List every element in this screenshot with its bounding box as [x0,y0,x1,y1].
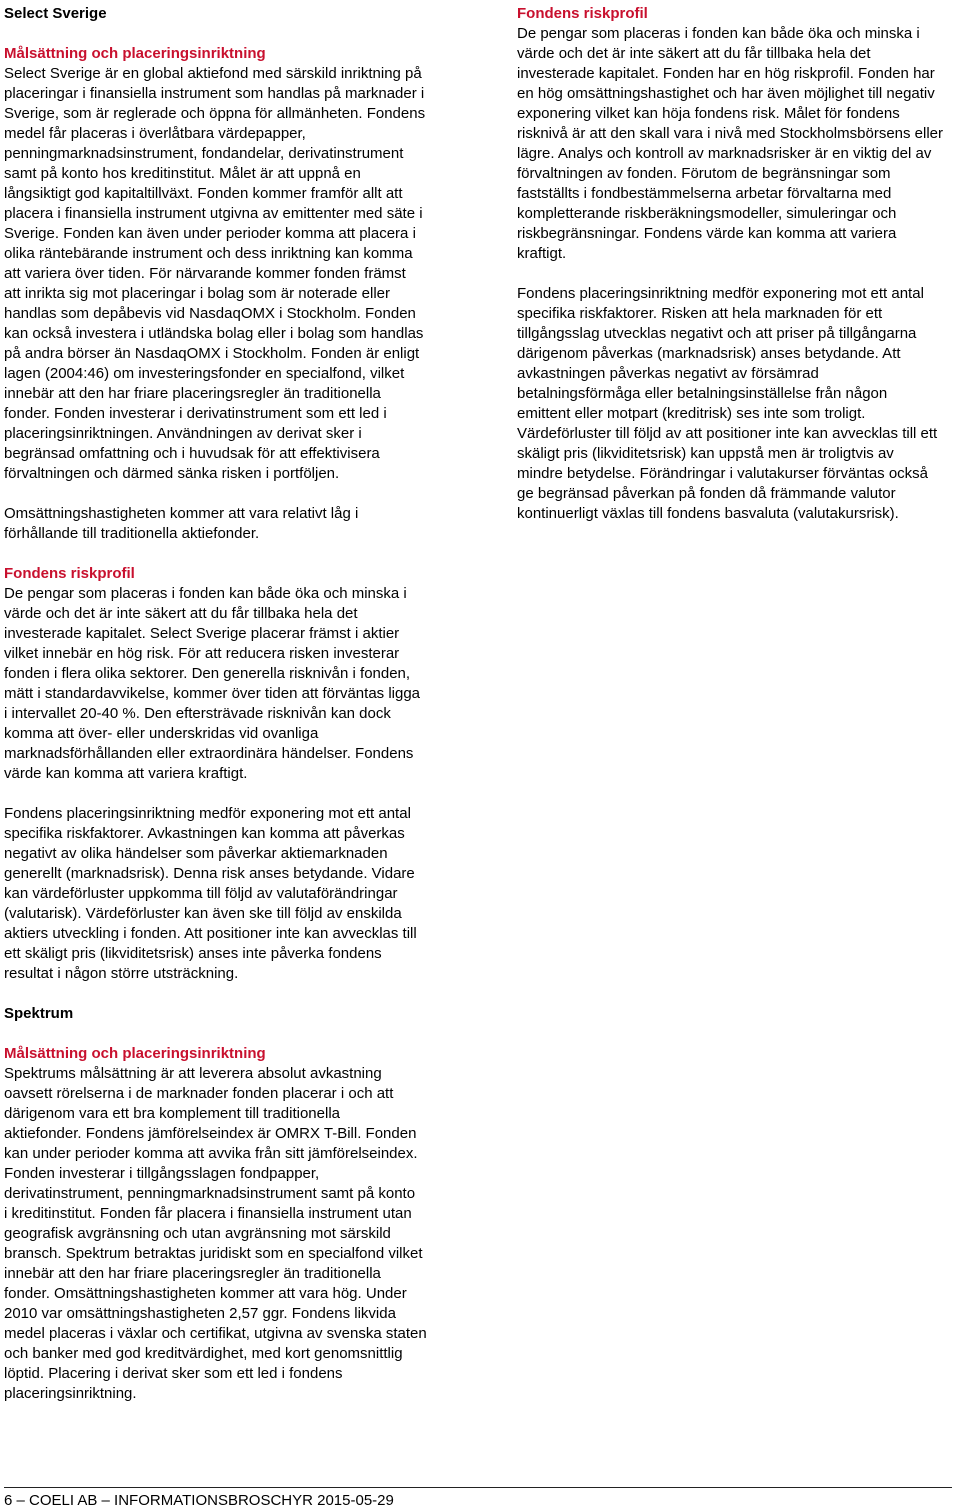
text-line: begränsad omfattning och i huvudsak för att effektivisera [4,445,380,462]
text-line: fonder. Omsättningshastigheten kommer att vara hög. Under [4,1285,407,1302]
paragraph [4,504,504,544]
text-line: värde och det är inte säkert att du får tillbaka hela det [517,45,871,62]
text-line: risknivå är att den skall vara i nivå med Stockholmsbörsens eller [517,125,944,142]
text-line: förhållande till traditionella aktiefonder. [4,525,260,542]
text-line: att variera över tiden. För närvarande kommer fonden främst [4,265,406,282]
text-line: negativt av olika händelser som påverkar aktiemarknaden [4,845,388,862]
section-heading-objective: Målsättning och placeringsinriktning [4,1045,266,1062]
fund-title: Select Sverige [4,5,107,22]
text-line: marknadsförhållanden eller extraordinära händelser. Fondens [4,745,414,762]
text-line: fonder. Fonden investerar i derivatinstrument som ett led i [4,405,387,422]
text-line: betalningsförmåga eller betalningsinställelse från någon [517,385,888,402]
text-line: mätt i standardavvikelse, kommer över tiden att förväntas ligga [4,685,421,702]
text-line: vilket innebär en hög risk. För att reducera risken investerar [4,645,400,662]
text-line: i intervallet 20-40 %. Den eftersträvade risknivån kan dock [4,705,391,722]
text-line: ett skäligt pris (likviditetsrisk) anses inte påverka fondens [4,945,382,962]
paragraph [4,1064,504,1404]
text-line: emittent eller motpart (kreditrisk) ses inte som troligt. [517,405,866,422]
fund-section-spektrum [4,1004,504,1404]
text-line: fonden i flera olika sektorer. Den generella risknivån i fonden, [4,665,411,682]
text-line: tillgångsslag utvecklas negativt och att priser på tillgångarna [517,325,917,342]
paragraph [517,24,957,264]
text-line: därigenom vara ett bra komplement till traditionella [4,1105,340,1122]
footer-rule [4,1487,952,1488]
text-line: skäligt pris (likviditetsrisk) kan uppstå men är troligtvis av [517,445,894,462]
text-line: värde och det är inte säkert att du får tillbaka hela det [4,605,358,622]
paragraph [517,284,957,524]
page-footer: 6 – COELI AB – INFORMATIONSBROSCHYR 2015-05-29 [4,1492,394,1509]
text-line: oavsett rörelserna i de marknader fonden placerar i och att [4,1085,394,1102]
text-line: specifika riskfaktorer. Avkastningen kan komma att påverkas [4,825,405,842]
text-line: och banker med god kreditvärdighet, med kort genomsnittlig [4,1345,403,1362]
text-line: Select Sverige är en global aktiefond med särskild inriktning på [4,65,422,82]
fund-section-spektrum-continued [517,4,957,524]
text-line: lägre. Analys och kontroll av marknadsrisker är en viktig del av [517,145,932,162]
left-column [4,4,504,1424]
text-line: fastställts i fondbestämmelserna arbetar förvaltarna med [517,185,892,202]
fund-title: Spektrum [4,1005,74,1022]
text-line: generellt (marknadsrisk). Denna risk anses betydande. Vidare [4,865,415,882]
text-line: komma att över- eller underskridas vid ovanliga [4,725,319,742]
text-line: avkastningen påverkas negativt av försämrad [517,365,819,382]
text-line: i kreditinstitut. Fonden får placera i finansiella instrument utan [4,1205,412,1222]
text-line: specifika riskfaktorer. Risken att hela marknaden för ett [517,305,883,322]
text-line: en hög omsättningshastighet och har även möjlighet till negativ [517,85,935,102]
text-line: bransch. Spektrum betraktas juridiskt som en specialfond vilket [4,1245,423,1262]
text-line: 2010 var omsättningshastigheten 2,57 ggr. Fondens likvida [4,1305,396,1322]
text-line: Fondens placeringsinriktning medför exponering mot ett antal [517,285,924,302]
text-line: värde kan komma att variera kraftigt. [4,765,248,782]
text-line: derivatinstrument, penningmarknadsinstrument samt på konto [4,1185,416,1202]
text-line: placeringsinriktningen. Användningen av derivat sker i [4,425,362,442]
text-line: geografisk avgränsning och utan avgränsning mot särskild [4,1225,391,1242]
text-line: innebär att den har friare placeringsregler än traditionella [4,1265,381,1282]
text-line: placera i finansiella instrument utgivna av emittenter med säte i [4,205,423,222]
text-line: riskbegränsningar. Fondens värde kan komma att variera [517,225,897,242]
text-line: medel placeras i växlar och certifikat, utgivna av svenska staten [4,1325,427,1342]
text-line: samt på konto hos kreditinstitut. Målet är att uppnå en [4,165,361,182]
text-line: De pengar som placeras i fonden kan både öka och minska i [4,585,407,602]
section-heading-risk-profile: Fondens riskprofil [517,5,648,22]
text-line: långsiktigt god kapitaltillväxt. Fonden kommer framför allt att [4,185,403,202]
text-line: medel får placeras i överlåtbara värdepapper, [4,125,306,142]
text-line: löptid. Placering i derivat sker som ett led i fondens [4,1365,343,1382]
text-line: Sverige, som är reglerade och öppna för allmänheten. Fondens [4,105,426,122]
fund-section-select-sverige [4,4,504,984]
text-line: förvaltningen och därmed sänka risken i portföljen. [4,465,340,482]
text-line: (valutarisk). Värdeförluster kan även ske till följd av enskilda [4,905,402,922]
text-line: investerade kapitalet. Select Sverige placerar främst i aktier [4,625,400,642]
text-line: ge begränsad påverkan på fonden då främmande valutor [517,485,896,502]
text-line: Omsättningshastigheten kommer att vara relativt låg i [4,505,359,522]
text-line: penningmarknadsinstrument, fondandelar, derivatinstrument [4,145,404,162]
text-line: handlas som depåbevis vid NasdaqOMX i Stockholm. Fonden [4,305,416,322]
paragraph [4,584,504,784]
text-line: kan värdeförluster uppkomma till följd av valutaförändringar [4,885,398,902]
text-line: investerade kapitalet. Fonden har en hög riskprofil. Fonden har [517,65,935,82]
section-heading-objective: Målsättning och placeringsinriktning [4,45,266,62]
text-line: placeringsinriktning. [4,1385,137,1402]
paragraph [4,64,504,484]
paragraph [4,804,504,984]
right-column [517,4,957,544]
text-line: kan också investera i utländska bolag eller i bolag som handlas [4,325,424,342]
text-line: aktiers utveckling i fonden. Att positioner inte kan avvecklas till [4,925,417,942]
section-heading-risk-profile: Fondens riskprofil [4,565,135,582]
text-line: exponering vilket kan höja fondens risk. Målet för fondens [517,105,900,122]
text-line: kompletterande riskberäkningsmodeller, simuleringar och [517,205,897,222]
text-line: Sverige. Fonden kan även under perioder komma att placera i [4,225,416,242]
text-line: aktiefonder. Fondens jämförelseindex är OMRX T-Bill. Fonden [4,1125,417,1142]
text-line: resultat i någon större utsträckning. [4,965,239,982]
text-line: förvaltningen av fonden. Förutom de begränsningar som [517,165,891,182]
text-line: innebär att den har friare placeringsregler än traditionella [4,385,381,402]
text-line: Fondens placeringsinriktning medför exponering mot ett antal [4,805,411,822]
text-line: lagen (2004:46) om investeringsfonder en specialfond, vilket [4,365,405,382]
text-line: kan under perioder komma att avvika från sitt jämförelseindex. [4,1145,418,1162]
text-line: Spektrums målsättning är att leverera absolut avkastning [4,1065,382,1082]
text-line: placeringar i finansiella instrument som handlas på marknader i [4,85,425,102]
text-line: Fonden investerar i tillgångsslagen fondpapper, [4,1165,320,1182]
text-line: därigenom påverkas (marknadsrisk) anses betydande. Att [517,345,901,362]
text-line: på andra börser än NasdaqOMX i Stockholm. Fonden är enligt [4,345,420,362]
text-line: Värdeförluster till följd av att positioner inte kan avvecklas till ett [517,425,938,442]
text-line: De pengar som placeras i fonden kan både öka och minska i [517,25,920,42]
text-line: kontinuerligt växlas till fondens basvaluta (valutakursrisk). [517,505,899,522]
text-line: olika räntebärande instrument och dess inriktning kan komma [4,245,413,262]
text-line: kraftigt. [517,245,567,262]
text-line: mindre betydelse. Förändringar i valutakurser förväntas också [517,465,929,482]
text-line: att inrikta sig mot placeringar i bolag som är noterade eller [4,285,391,302]
